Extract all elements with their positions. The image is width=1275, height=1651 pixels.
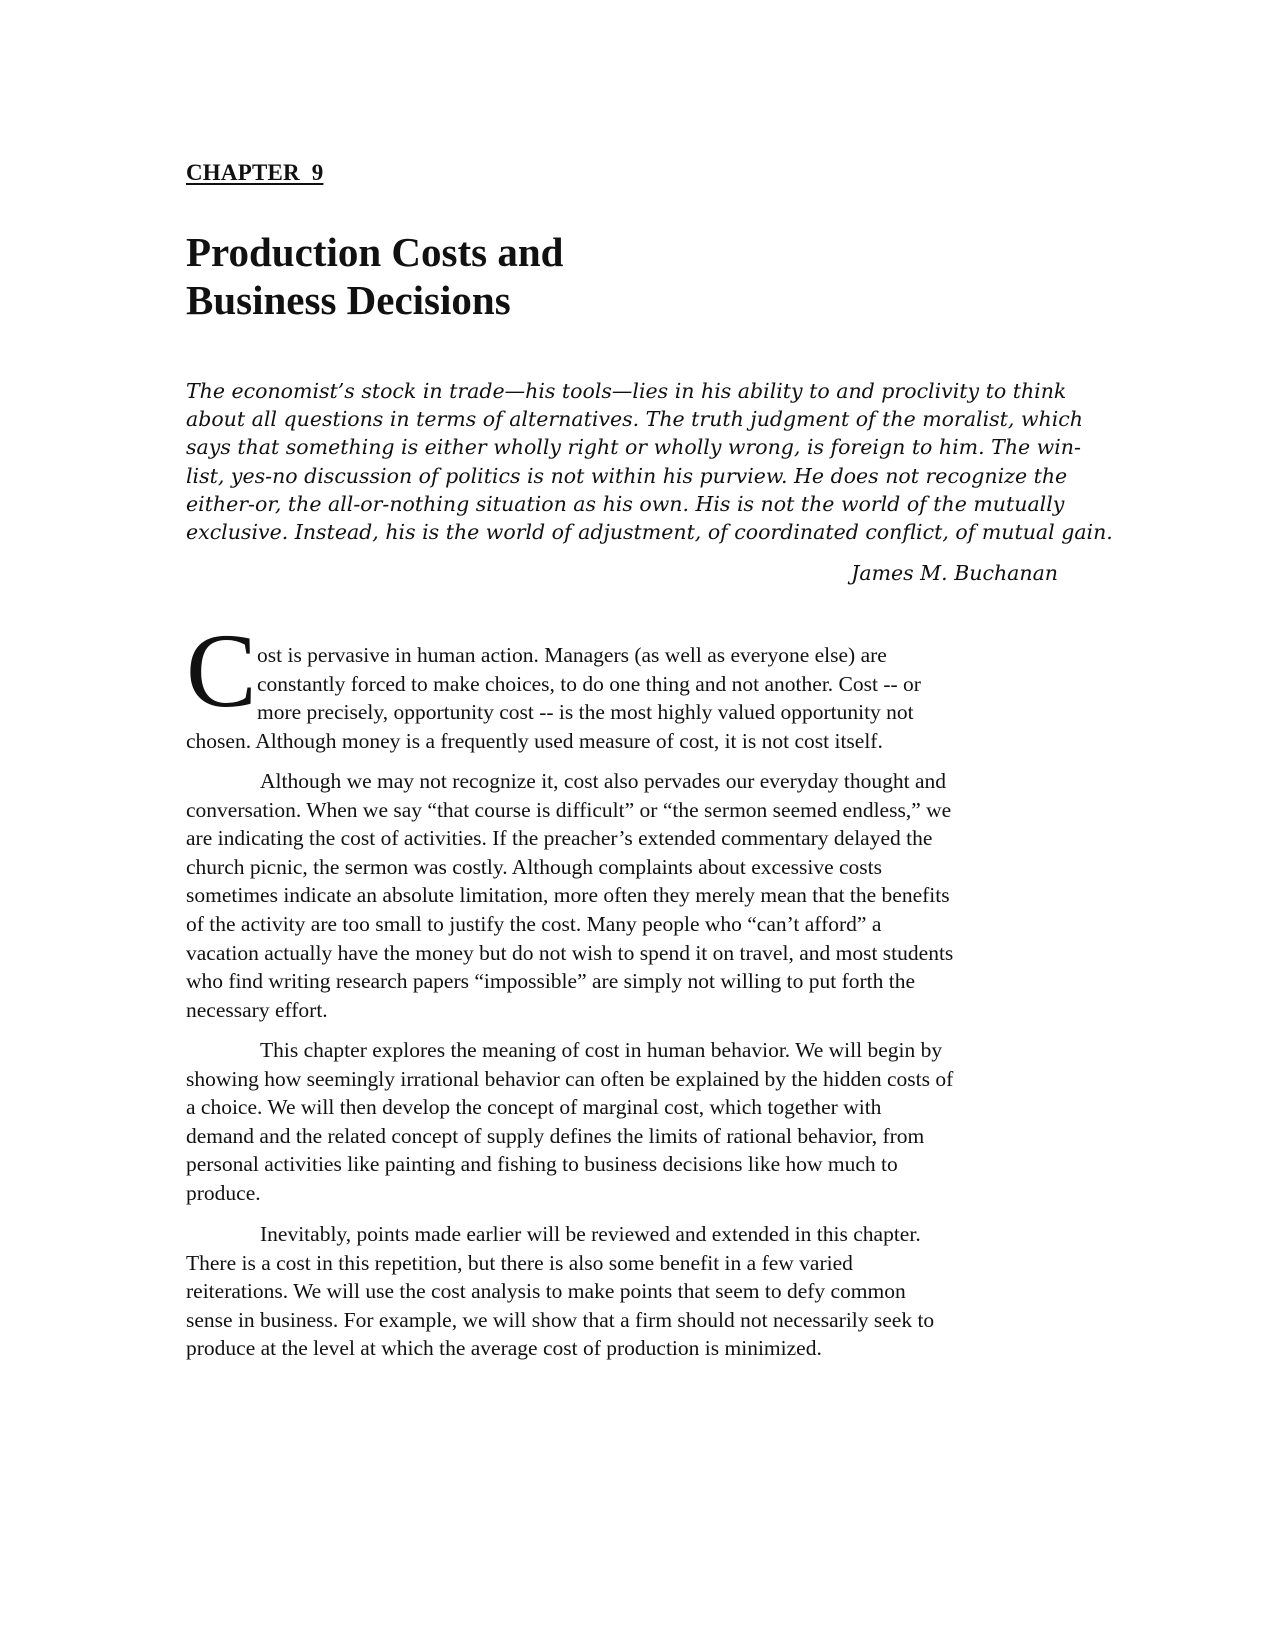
chapter-title-line: Business Decisions [186,277,511,323]
paragraph-line: sometimes indicate an absolute limitation, more often they merely mean that the benefits [186,883,950,908]
paragraph-line: more precisely, opportunity cost -- is the most highly valued opportunity not [257,700,914,725]
drop-cap-letter: C [186,612,257,729]
epigraph-line: The economist’s stock in trade—his tools—lies in his ability to and proclivity to think [186,379,1067,403]
paragraph-line: are indicating the cost of activities. If the preacher’s extended commentary delayed the [186,826,933,851]
paragraph-line: necessary effort. [186,997,328,1022]
paragraph-line: church picnic, the sermon was costly. Although complaints about excessive costs [186,854,883,879]
chapter-label: CHAPTER 9 [186,160,324,185]
paragraph-line: There is a cost in this repetition, but there is also some benefit in a few varied [186,1250,853,1275]
paragraph-line: Although we may not recognize it, cost also pervades our everyday thought and [260,769,947,793]
epigraph-quote [186,377,1113,546]
body-paragraph-2 [186,767,1046,1024]
body-paragraph-3 [186,1036,1046,1208]
paragraph-line: personal activities like painting and fishing to business decisions like how much to [186,1152,898,1177]
epigraph-line: list, yes-no discussion of politics is not within his purview. He does not recognize the [186,463,1068,488]
paragraph-line: ost is pervasive in human action. Managers (as well as everyone else) are [257,643,887,667]
paragraph-line: constantly forced to make choices, to do one thing and not another. Cost -- or [257,671,921,696]
chapter-title [186,228,563,324]
epigraph-line: about all questions in terms of alternatives. The truth judgment of the moralist, which [186,407,1083,432]
paragraph-line: conversation. When we say “that course is difficult” or “the sermon seemed endless,” we [186,797,952,822]
paragraph-line: produce at the level at which the average cost of production is minimized. [186,1336,822,1361]
chapter-title-line: Production Costs and [186,229,564,275]
paragraph-line: a choice. We will then develop the concept of marginal cost, which together with [186,1095,882,1120]
body-paragraph-4 [186,1220,1046,1363]
paragraph-line: of the activity are too small to justify the cost. Many people who “can’t afford” a [186,911,882,936]
paragraph-line: chosen. Although money is a frequently used measure of cost, it is not cost itself. [186,728,883,753]
paragraph-line: who find writing research papers “impossible” are simply not willing to put forth the [186,969,916,994]
epigraph-line: says that something is either wholly right or wholly wrong, is foreign to him. The win- [186,435,1081,460]
paragraph-line: reiterations. We will use the cost analysis to make points that seem to defy common [186,1279,906,1304]
paragraph-line: sense in business. For example, we will show that a firm should not necessarily seek to [186,1307,935,1332]
epigraph-line: exclusive. Instead, his is the world of adjustment, of coordinated conflict, of mutual gain. [186,520,1113,545]
paragraph-line: This chapter explores the meaning of cost in human behavior. We will begin by [260,1038,943,1062]
paragraph-line: Inevitably, points made earlier will be reviewed and extended in this chapter. [260,1222,921,1246]
paragraph-line: produce. [186,1180,261,1205]
epigraph-attribution: James M. Buchanan [851,561,1058,585]
body-paragraph-1 [186,641,1046,755]
epigraph-line: either-or, the all-or-nothing situation as his own. His is not the world of the mutually [186,491,1065,516]
paragraph-line: demand and the related concept of supply defines the limits of rational behavior, from [186,1123,925,1148]
paragraph-line: showing how seemingly irrational behavior can often be explained by the hidden costs of [186,1066,954,1091]
paragraph-line: vacation actually have the money but do not wish to spend it on travel, and most students [186,940,954,965]
